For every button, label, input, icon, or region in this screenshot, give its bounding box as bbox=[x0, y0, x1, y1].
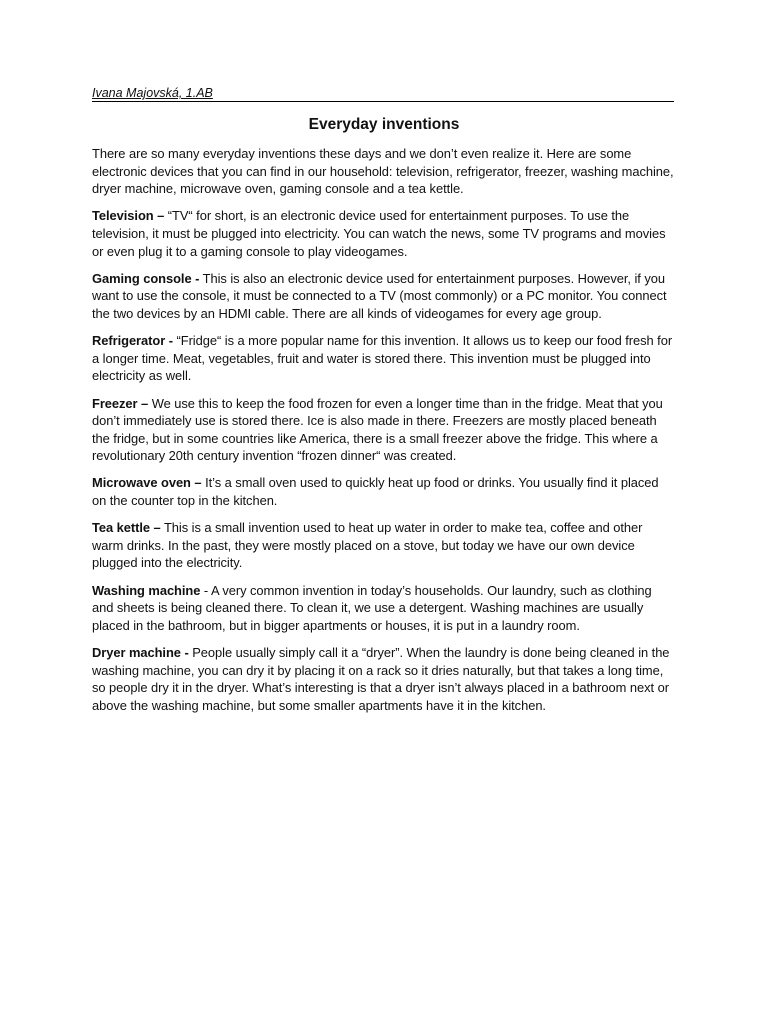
section-text: This is also an electronic device used for entertainment purposes. However, if you want to use the console, it must be connected to a TV (most commonly) or a PC monitor. You connect the two devices by an HDMI cable. There are all kinds of videogames for every age group. bbox=[92, 270, 667, 321]
section-gaming-console bbox=[92, 270, 676, 323]
document-title: Everyday inventions bbox=[308, 116, 460, 133]
section-term: Washing machine bbox=[92, 582, 201, 598]
document-page bbox=[92, 86, 676, 724]
section-washing-machine bbox=[92, 582, 676, 635]
section-term: Freezer – bbox=[92, 395, 149, 411]
section-text: People usually simply call it a “dryer”. When the laundry is done being cleaned in the washing machine, you can dry it by placing it on a rack so it dries naturally, but that takes a long time, so people dry it in the dryer. What’s interesting is that a dryer isn’t always placed in a bathroom next or above the washing machine, but some smaller apartments have it in the kitchen. bbox=[92, 645, 670, 713]
section-text: “Fridge“ is a more popular name for this invention. It allows us to keep our food fresh for a longer time. Meat, vegetables, fruit and water is stored there. This invention must be plugged into electricity as well. bbox=[92, 333, 673, 384]
section-text: It’s a small oven used to quickly heat up food or drinks. You usually find it placed on the counter top in the kitchen. bbox=[92, 475, 659, 509]
section-dryer-machine bbox=[92, 644, 676, 714]
section-text: - A very common invention in today’s households. Our laundry, such as clothing and sheets is being cleaned there. To clean it, we use a detergent. Washing machines are usually placed in the bathroom, but in bigger apartments or houses, it is put in a laundry room. bbox=[92, 582, 652, 633]
section-text: We use this to keep the food frozen for even a longer time than in the fridge. Meat that you don’t immediately use is stored there. Ice is also made in there. Freezers are mostly placed beneath the fridge, but in some countries like America, there is a small freezer above the fridge. This where a revolutionary 20th century invention “frozen dinner“ was created. bbox=[92, 395, 663, 464]
section-refrigerator bbox=[92, 332, 676, 385]
section-text: “TV“ for short, is an electronic device used for entertainment purposes. To use the television, it must be plugged into electricity. You can watch the news, some TV programs and movies or even plug it to a gaming console to play videogames. bbox=[92, 208, 666, 259]
section-microwave-oven bbox=[92, 474, 676, 509]
section-freezer bbox=[92, 395, 676, 465]
section-television bbox=[92, 207, 676, 260]
section-text: This is a small invention used to heat up water in order to make tea, coffee and other warm drinks. In the past, they were mostly placed on a stove, but today we have our own device plugged into the electricity. bbox=[92, 520, 643, 571]
author-line: Ivana Majovská, 1.AB bbox=[92, 86, 674, 102]
intro-paragraph: There are so many everyday inventions these days and we don’t even realize it. Here are some electronic devices that you can find in our household: television, refrigerator, freezer, washing machine, dryer machine, microwave oven, gaming console and a tea kettle. bbox=[92, 146, 674, 197]
section-term: Microwave oven – bbox=[92, 475, 202, 491]
section-term: Television – bbox=[92, 208, 165, 224]
section-tea-kettle bbox=[92, 519, 676, 572]
section-term: Refrigerator - bbox=[92, 333, 173, 349]
section-term: Dryer machine - bbox=[92, 645, 189, 660]
section-term: Gaming console - bbox=[92, 270, 200, 286]
section-term: Tea kettle – bbox=[92, 520, 161, 536]
